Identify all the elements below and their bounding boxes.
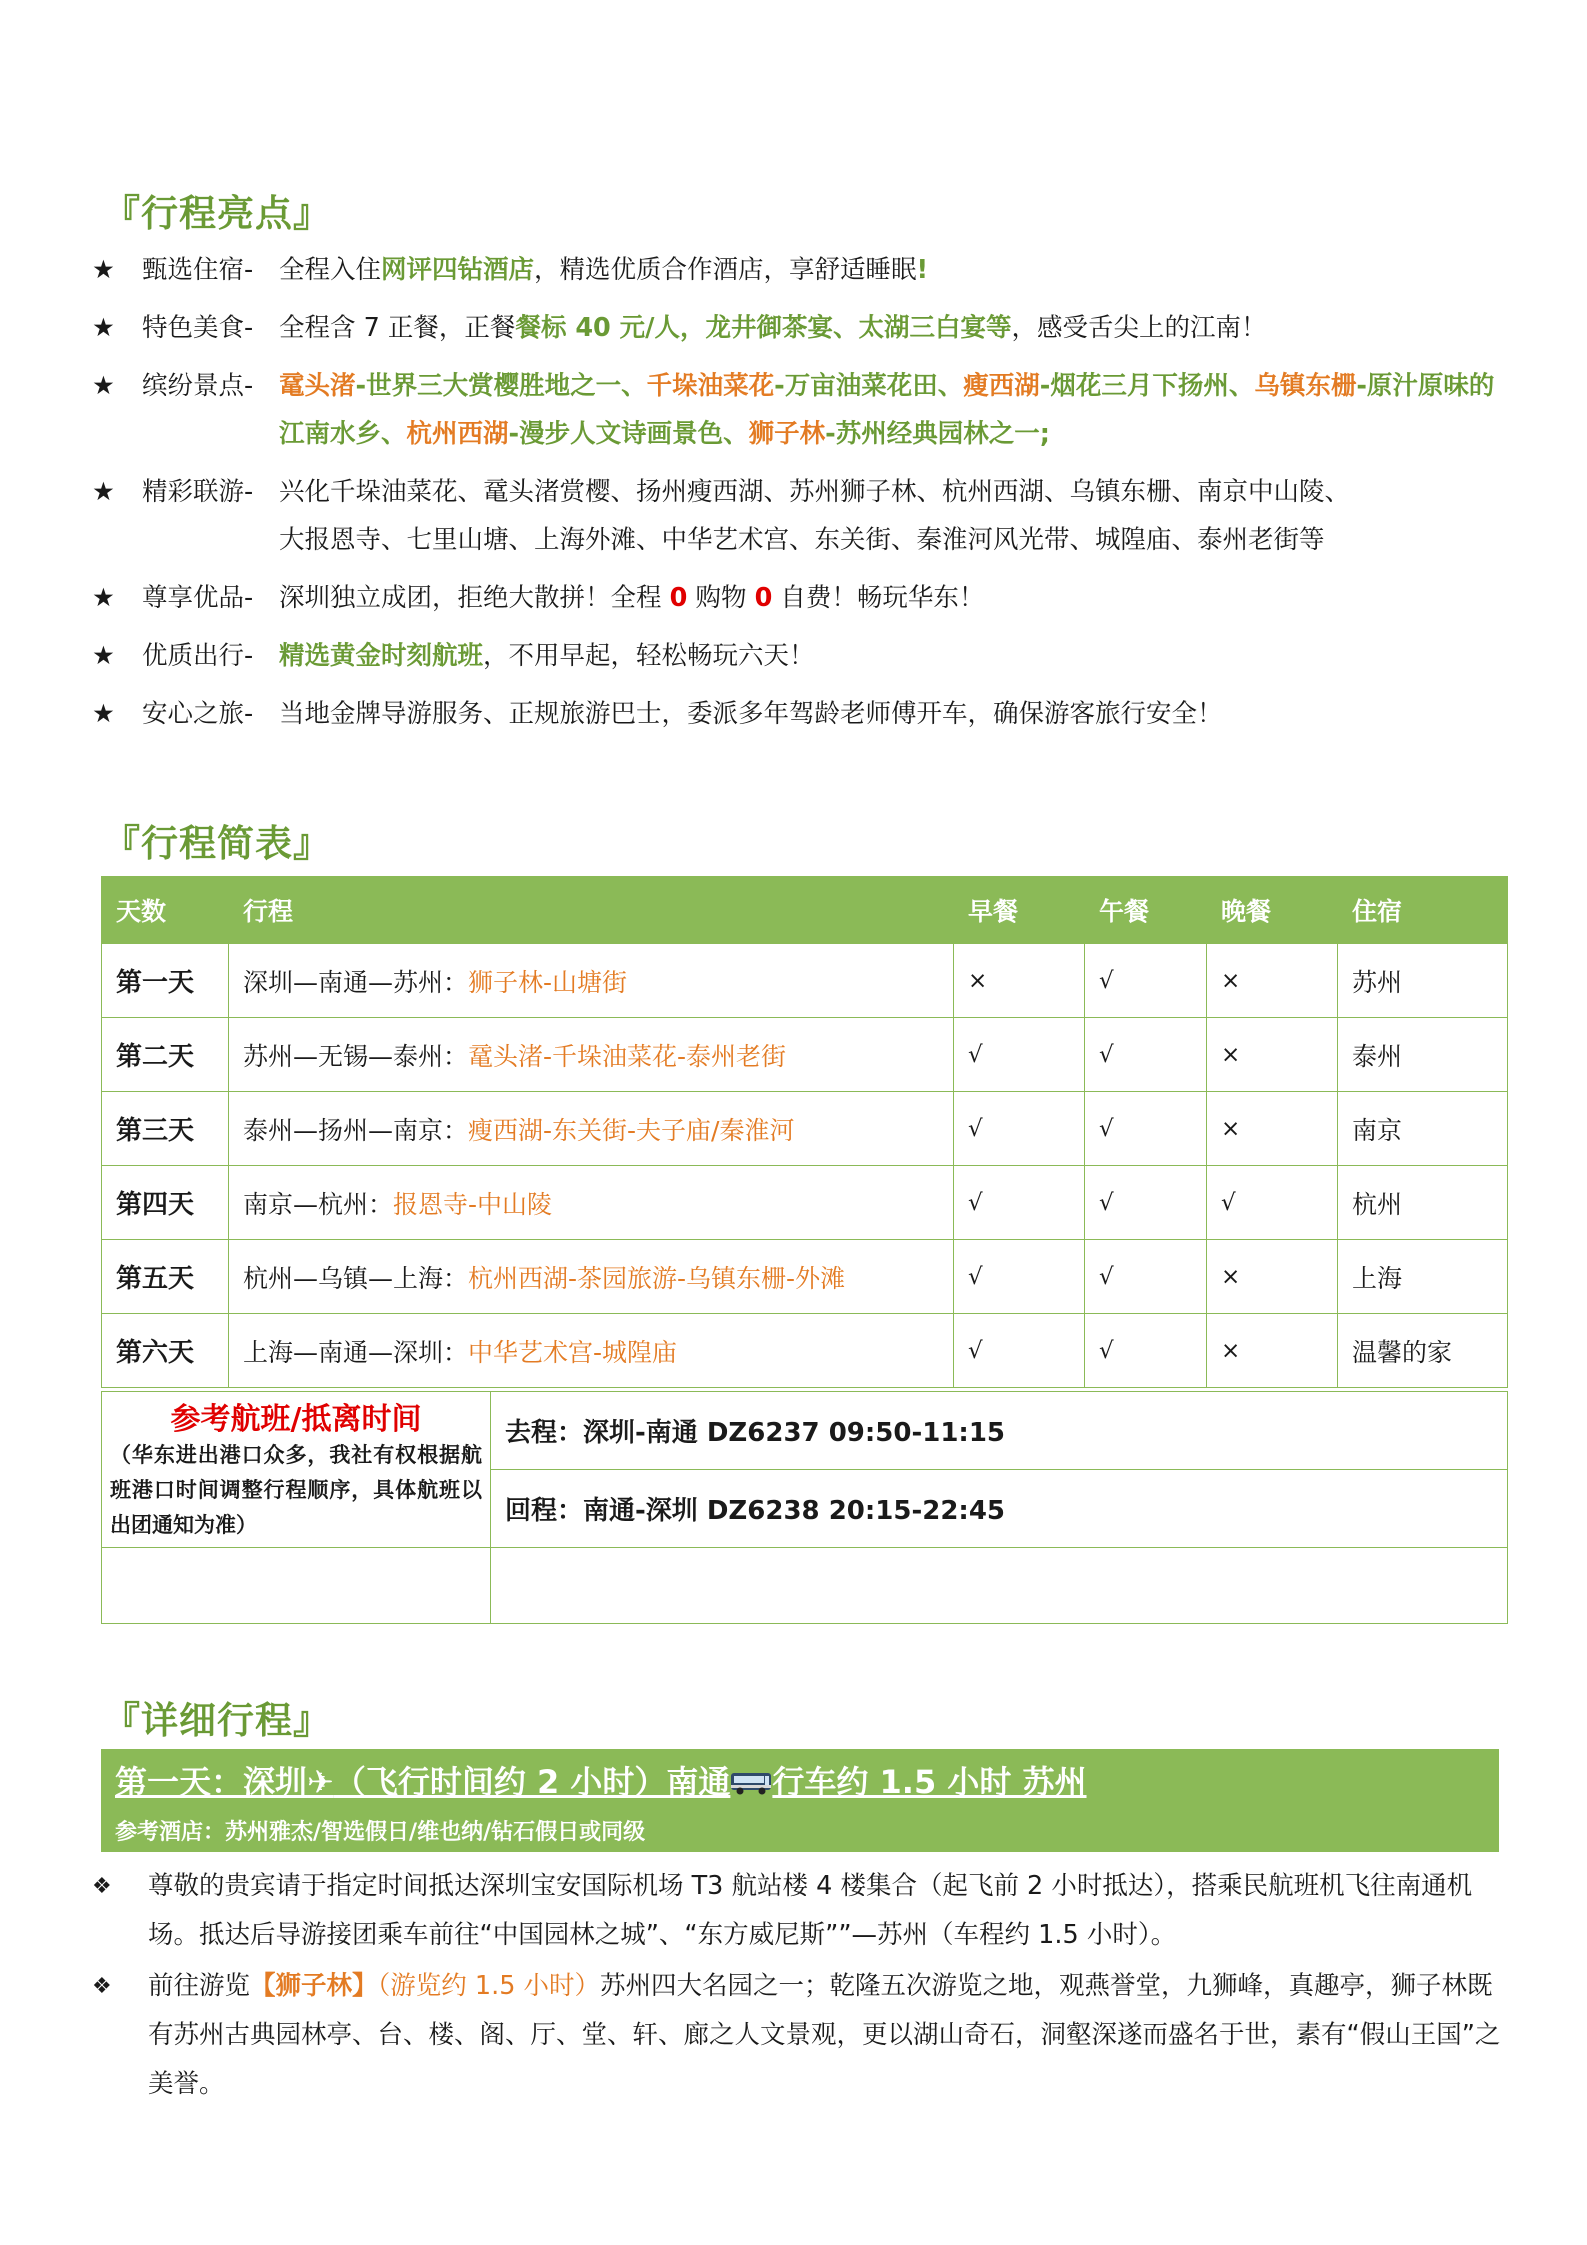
route-spots: 狮子林-山塘街 xyxy=(468,967,628,997)
route-cell xyxy=(229,1092,954,1166)
highlight-text: 兴化千垛油菜花、鼋头渚赏樱、扬州瘦西湖、苏州狮子林、杭州西湖、乌镇东栅、南京中山陵、 xyxy=(279,477,1351,507)
table-row xyxy=(102,944,1508,1018)
detail-title: 『详细行程』 xyxy=(103,1699,331,1742)
itinerary-table xyxy=(101,876,1508,1388)
empty-cell xyxy=(102,1548,491,1624)
highlight-emphasis: ! xyxy=(916,255,929,285)
sight-desc: -原汁原味的江南水乡、 xyxy=(279,371,1495,449)
star-icon: ★ xyxy=(92,255,115,285)
table-header-row xyxy=(102,877,1508,944)
day-cell: 第五天 xyxy=(102,1240,229,1314)
header-dinner: 晚餐 xyxy=(1207,877,1338,944)
highlight-text: ，不用早起，轻松畅玩六天！ xyxy=(483,641,815,671)
route-prefix: 南京—杭州： xyxy=(243,1189,394,1219)
day1-heading xyxy=(115,1757,1087,1803)
highlight-text: 全程含 7 正餐，正餐 xyxy=(279,313,516,343)
sight-name: 鼋头渚 xyxy=(279,371,356,401)
highlight-emphasis: 精选黄金时刻航班 xyxy=(279,641,484,671)
day1-heading-text: 行车约 1.5 小时 苏州 xyxy=(772,1763,1087,1801)
detail-text xyxy=(148,1962,1502,2109)
sight-desc: -漫步人文诗画景色、 xyxy=(508,419,749,449)
plane-icon: ✈ xyxy=(307,1763,334,1801)
breakfast-cell: √ xyxy=(954,1240,1085,1314)
day1-details xyxy=(92,1862,1502,2111)
highlight-label: 安心之旅- xyxy=(142,699,254,729)
sight-name: 狮子林 xyxy=(748,419,826,449)
flight-table xyxy=(101,1391,1508,1624)
bus-icon xyxy=(730,1766,772,1792)
highlight-sights xyxy=(92,362,1512,458)
breakfast-cell: × xyxy=(954,944,1085,1018)
sight-desc: -烟花三月下扬州、 xyxy=(1039,371,1255,401)
sight-desc: -万亩油菜花田、 xyxy=(774,371,964,401)
flight-title: 参考航班/抵离时间 xyxy=(170,1402,422,1437)
day1-header-band xyxy=(101,1749,1499,1852)
star-icon: ★ xyxy=(92,477,115,507)
lunch-cell: √ xyxy=(1085,1166,1207,1240)
stay-cell: 上海 xyxy=(1338,1240,1508,1314)
lunch-cell: √ xyxy=(1085,1314,1207,1388)
highlight-text: 深圳独立成团，拒绝大散拼！全程 xyxy=(279,583,670,613)
highlight-emphasis: 网评四钻酒店 xyxy=(381,255,535,285)
dinner-cell: × xyxy=(1207,1314,1338,1388)
day1-heading-text: （飞行时间约 2 小时）南通 xyxy=(333,1763,731,1801)
star-icon: ★ xyxy=(92,641,115,671)
stay-cell: 杭州 xyxy=(1338,1166,1508,1240)
breakfast-cell: √ xyxy=(954,1018,1085,1092)
highlight-label: 特色美食- xyxy=(142,313,254,343)
table-row xyxy=(102,1092,1508,1166)
route-prefix: 深圳—南通—苏州： xyxy=(243,967,469,997)
day-cell: 第二天 xyxy=(102,1018,229,1092)
highlight-safety xyxy=(92,690,1512,738)
highlight-label: 尊享优品- xyxy=(142,583,254,613)
header-lunch: 午餐 xyxy=(1085,877,1207,944)
highlight-label: 缤纷景点- xyxy=(142,371,254,401)
highlight-exclusive xyxy=(92,574,1512,622)
route-spots: 瘦西湖-东关街-夫子庙/秦淮河 xyxy=(468,1115,795,1145)
table-row xyxy=(102,1018,1508,1092)
detail-plain: 前往游览 xyxy=(148,1971,251,2001)
day1-heading-text: 第一天：深圳 xyxy=(115,1763,308,1801)
star-icon: ★ xyxy=(92,583,115,613)
highlights-list xyxy=(92,246,1512,738)
empty-cell xyxy=(491,1548,1508,1624)
zero-shopping: 0 xyxy=(669,583,688,613)
summary-title: 『行程简表』 xyxy=(103,822,331,865)
highlight-text: 当地金牌导游服务、正规旅游巴士，委派多年驾龄老师傅开车，确保游客旅行安全！ xyxy=(279,699,1223,729)
stay-cell: 南京 xyxy=(1338,1092,1508,1166)
highlight-text: 大报恩寺、七里山塘、上海外滩、中华艺术宫、东关街、秦淮河风光带、城隍庙、泰州老街等 xyxy=(279,525,1325,555)
route-prefix: 上海—南通—深圳： xyxy=(243,1337,469,1367)
zero-extra: 0 xyxy=(754,583,773,613)
dinner-cell: × xyxy=(1207,1018,1338,1092)
lunch-cell: √ xyxy=(1085,1018,1207,1092)
table-row xyxy=(102,1166,1508,1240)
header-breakfast: 早餐 xyxy=(954,877,1085,944)
star-icon: ★ xyxy=(92,699,115,729)
table-row xyxy=(102,1314,1508,1388)
highlight-text: ，感受舌尖上的江南！ xyxy=(1011,313,1267,343)
dinner-cell: × xyxy=(1207,1092,1338,1166)
detail-text: 尊敬的贵宾请于指定时间抵达深圳宝安国际机场 T3 航站楼 4 楼集合（起飞前 2 小时抵达），搭乘民航班机飞往南通机场。抵达后导游接团乘车前往“中国园林之城”、“东方威尼斯””—苏州（车程约 1.5 小时）。 xyxy=(148,1871,1473,1950)
highlights-title: 『行程亮点』 xyxy=(103,192,331,235)
detail-plain: 苏州四大名园之一；乾隆五次游览之地，观燕誉堂，九狮峰，真趣亭，狮子林既有苏州古典园林亭、台、楼、阁、厅、堂、轩、廊之人文景观，更以湖山奇石，洞壑深遂而盛名于世，素有“假山王国”之美誉。 xyxy=(148,1971,1501,2099)
highlight-lodging xyxy=(92,246,1512,294)
header-route: 行程 xyxy=(229,877,954,944)
flight-row-empty xyxy=(102,1548,1508,1624)
return-flight: 回程：南通-深圳 DZ6238 20:15-22:45 xyxy=(491,1470,1508,1548)
dinner-cell: × xyxy=(1207,944,1338,1018)
sight-name: 乌镇东栅 xyxy=(1254,371,1357,401)
table-row xyxy=(102,1240,1508,1314)
stay-cell: 苏州 xyxy=(1338,944,1508,1018)
day-cell: 第三天 xyxy=(102,1092,229,1166)
sight-name: 瘦西湖 xyxy=(963,371,1040,401)
route-spots: 杭州西湖-茶园旅游-乌镇东栅-外滩 xyxy=(468,1263,846,1293)
header-day: 天数 xyxy=(102,877,229,944)
highlight-flights xyxy=(92,632,1512,680)
route-cell xyxy=(229,1166,954,1240)
day-cell: 第一天 xyxy=(102,944,229,1018)
diamond-bullet-icon: ❖ xyxy=(92,1874,112,1899)
route-prefix: 泰州—扬州—南京： xyxy=(243,1115,469,1145)
highlight-food xyxy=(92,304,1512,352)
dinner-cell: √ xyxy=(1207,1166,1338,1240)
highlight-text: ，精选优质合作酒店，享舒适睡眠 xyxy=(534,255,917,285)
route-cell xyxy=(229,1314,954,1388)
day-cell: 第六天 xyxy=(102,1314,229,1388)
breakfast-cell: √ xyxy=(954,1092,1085,1166)
attraction-name: 【狮子林】 xyxy=(250,1971,378,2001)
route-cell xyxy=(229,944,954,1018)
sight-desc: -苏州经典园林之一; xyxy=(825,419,1050,449)
sight-name: 千垛油菜花 xyxy=(646,371,775,401)
route-cell xyxy=(229,1240,954,1314)
lunch-cell: √ xyxy=(1085,1240,1207,1314)
sight-name: 杭州西湖 xyxy=(406,419,509,449)
highlight-label: 甄选住宿- xyxy=(142,255,254,285)
star-icon: ★ xyxy=(92,371,115,401)
highlight-emphasis: 餐标 40 元/人，龙井御茶宴、太湖三白宴等 xyxy=(515,313,1012,343)
highlight-text: 自费！畅玩华东！ xyxy=(772,583,985,613)
sight-desc: -世界三大赏樱胜地之一、 xyxy=(355,371,647,401)
visit-duration: （游览约 1.5 小时） xyxy=(377,1971,601,2001)
route-spots: 报恩寺-中山陵 xyxy=(393,1189,553,1219)
route-spots: 中华艺术宫-城隍庙 xyxy=(468,1337,678,1367)
outbound-flight: 去程：深圳-南通 DZ6237 09:50-11:15 xyxy=(491,1392,1508,1470)
detail-item xyxy=(92,1862,1502,1960)
highlight-text: 购物 xyxy=(687,583,755,613)
diamond-bullet-icon: ❖ xyxy=(92,1974,112,1999)
route-prefix: 杭州—乌镇—上海： xyxy=(243,1263,469,1293)
highlight-label: 精彩联游- xyxy=(142,477,254,507)
lunch-cell: √ xyxy=(1085,944,1207,1018)
breakfast-cell: √ xyxy=(954,1166,1085,1240)
route-cell xyxy=(229,1018,954,1092)
route-spots: 鼋头渚-千垛油菜花-泰州老街 xyxy=(468,1041,787,1071)
route-prefix: 苏州—无锡—泰州： xyxy=(243,1041,469,1071)
breakfast-cell: √ xyxy=(954,1314,1085,1388)
detail-item xyxy=(92,1962,1502,2109)
dinner-cell: × xyxy=(1207,1240,1338,1314)
highlight-text: 全程入住 xyxy=(279,255,382,285)
stay-cell: 温馨的家 xyxy=(1338,1314,1508,1388)
stay-cell: 泰州 xyxy=(1338,1018,1508,1092)
day-cell: 第四天 xyxy=(102,1166,229,1240)
flight-note: （华东进出港口众多，我社有权根据航班港口时间调整行程顺序，具体航班以出团通知为准） xyxy=(110,1443,482,1537)
flight-row-outbound xyxy=(102,1392,1508,1470)
highlight-tours xyxy=(92,468,1512,564)
lunch-cell: √ xyxy=(1085,1092,1207,1166)
star-icon: ★ xyxy=(92,313,115,343)
day1-hotel: 参考酒店：苏州雅杰/智选假日/维也纳/钻石假日或同级 xyxy=(115,1820,646,1845)
highlight-label: 优质出行- xyxy=(142,641,254,671)
header-stay: 住宿 xyxy=(1338,877,1508,944)
flight-info-cell xyxy=(102,1392,491,1548)
